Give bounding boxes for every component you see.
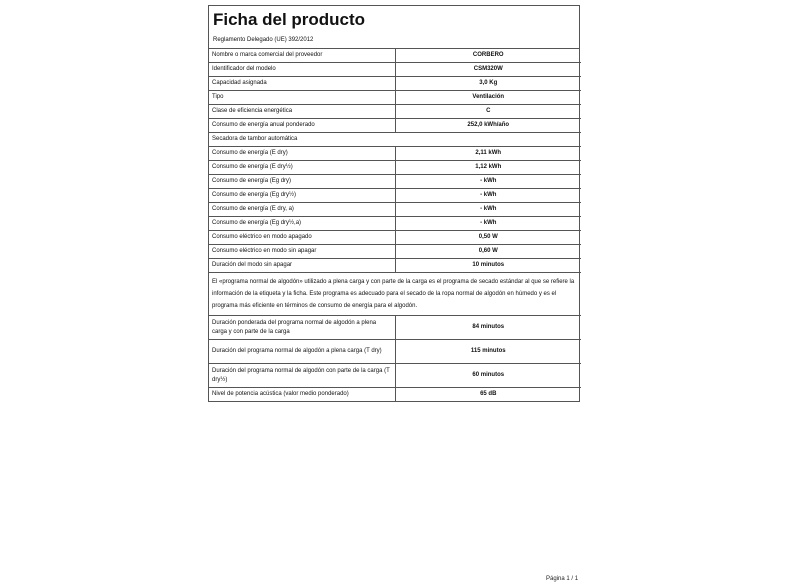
row-value: C [395,105,581,119]
table-row [209,49,581,63]
row-value: 3,0 Kg [395,77,581,91]
row-label: Duración del programa normal de algodón con parte de la carga (T dry½) [209,364,395,388]
row-label: Nivel de potencia acústica (valor medio ponderado) [209,388,395,402]
row-value: 10 minutos [395,259,581,273]
table-row [209,77,581,91]
row-value: 2,11 kWh [395,147,581,161]
table-row [209,105,581,119]
row-label: Consumo de energía anual ponderado [209,119,395,133]
row-label: Consumo de energía (Eg dry) [209,175,395,189]
row-value: - kWh [395,217,581,231]
row-label: Consumo eléctrico en modo sin apagar [209,245,395,259]
table-row [209,63,581,77]
row-value: - kWh [395,175,581,189]
table-row [209,189,581,203]
table-row [209,364,581,388]
page-title: Ficha del producto [213,10,366,29]
table-row [209,175,581,189]
row-label: Consumo de energía (E dry) [209,147,395,161]
row-label: Capacidad asignada [209,77,395,91]
row-label: Clase de eficiencia energética [209,105,395,119]
section-row [209,133,581,147]
row-value: 84 minutos [395,316,581,340]
product-sheet [208,5,580,402]
note-row [209,273,581,316]
row-label: Nombre o marca comercial del proveedor [209,49,395,63]
row-value: 0,60 W [395,245,581,259]
table-row [209,316,581,340]
table-row [209,161,581,175]
regulation-subtitle: Reglamento Delegado (UE) 392/2012 [213,37,314,43]
title-block [209,6,579,49]
row-value: - kWh [395,203,581,217]
product-table [209,49,581,401]
row-value: 115 minutos [395,340,581,364]
row-value: CORBERO [395,49,581,63]
row-label: Consumo de energía (Eg dry½) [209,189,395,203]
row-value: 65 dB [395,388,581,402]
row-value: 60 minutos [395,364,581,388]
table-row [209,91,581,105]
program-note: El «programa normal de algodón» utilizado a plena carga y con parte de la carga es el programa de secado estándar al que se refiere la información de la etiqueta y la ficha. Este programa es adecuado para el secado de la ropa normal de algodón en húmedo y es el programa más eficiente en términos de consumo de energía para el algodón. [209,273,581,316]
row-label: Tipo [209,91,395,105]
table-row [209,388,581,402]
row-label: Duración ponderada del programa normal de algodón a plena carga y con parte de la carga [209,316,395,340]
row-value: 0,50 W [395,231,581,245]
row-label: Identificador del modelo [209,63,395,77]
row-label: Duración del modo sin apagar [209,259,395,273]
table-row [209,217,581,231]
row-value: CSM320W [395,63,581,77]
table-row [209,340,581,364]
row-value: Ventilación [395,91,581,105]
row-value: 1,12 kWh [395,161,581,175]
table-row [209,231,581,245]
table-row [209,203,581,217]
section-heading: Secadora de tambor automática [209,133,581,147]
row-value: - kWh [395,189,581,203]
table-row [209,259,581,273]
table-row [209,245,581,259]
row-label: Consumo de energía (E dry, a) [209,203,395,217]
table-row [209,119,581,133]
row-label: Consumo de energía (E dry½) [209,161,395,175]
row-value: 252,0 kWh/año [395,119,581,133]
row-label: Duración del programa normal de algodón a plena carga (T dry) [209,340,395,364]
page-number: Página 1 / 1 [546,576,579,582]
row-label: Consumo eléctrico en modo apagado [209,231,395,245]
row-label: Consumo de energía (Eg dry½,a) [209,217,395,231]
table-row [209,147,581,161]
